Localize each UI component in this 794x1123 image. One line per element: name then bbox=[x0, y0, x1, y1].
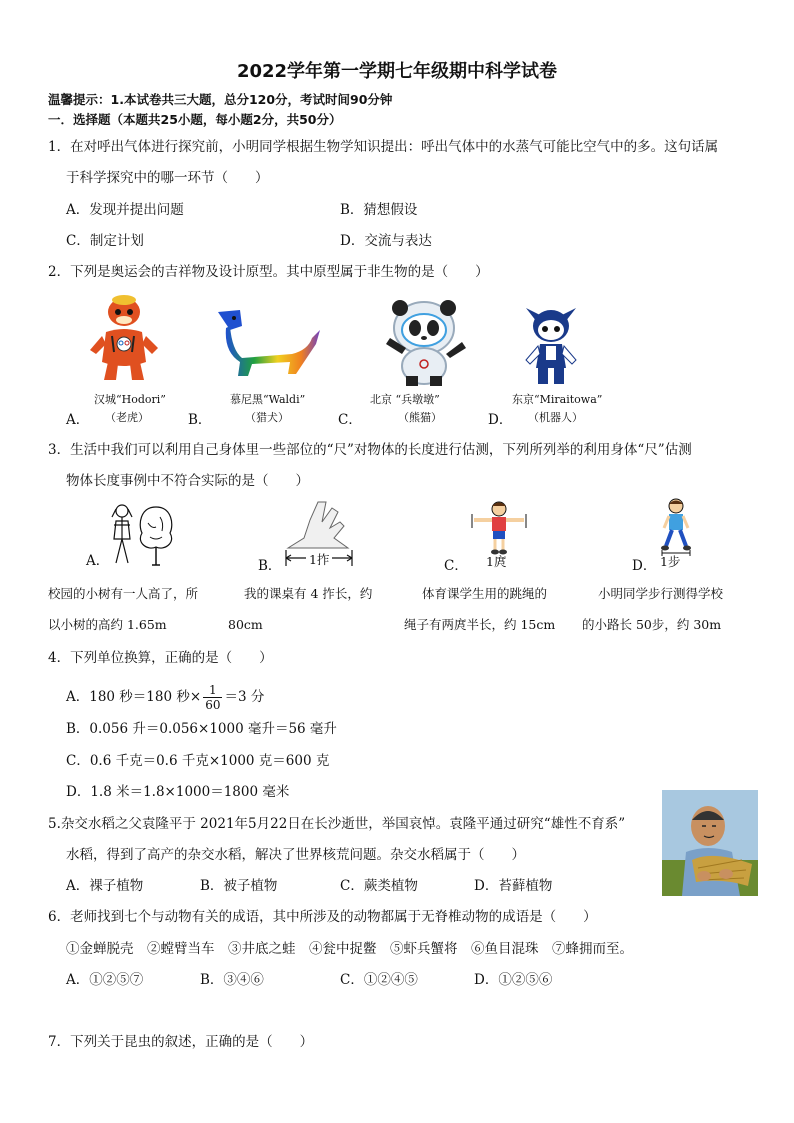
q3-option-d-letter: D． bbox=[632, 558, 657, 574]
q2-b-name: 慕尼黑“Waldi” bbox=[230, 393, 306, 406]
q5-option-a: A．裸子植物 bbox=[66, 878, 144, 894]
q3-b-text-line1: 我的课桌有 4 拃长，约 bbox=[244, 586, 373, 601]
q4-a-denominator: 60 bbox=[205, 698, 221, 712]
q3-b-text-line2: 80cm bbox=[228, 617, 263, 632]
q6-option-d: D．①②⑤⑥ bbox=[474, 972, 553, 988]
q7-stem: 7．下列关于昆虫的叙述，正确的是（ ） bbox=[48, 1034, 314, 1050]
q5-stem-line1: 5.杂交水稻之父袁隆平于 2021年5月22日在长沙逝世，举国哀悼。袁隆平通过研究“雄性不育系” bbox=[48, 816, 626, 832]
exam-title: 2022学年第一学期七年级期中科学试卷 bbox=[236, 61, 558, 82]
section-heading: 一．选择题（本题共25小题，每小题2分，共50分） bbox=[48, 112, 342, 127]
arm-span-image bbox=[470, 500, 528, 556]
dachshund-mascot-image bbox=[212, 308, 324, 380]
q3-option-a-letter: A． bbox=[86, 553, 110, 569]
q6-idioms: ①金蝉脱壳 ②螳臂当车 ③井底之蛙 ④瓮中捉鳖 ⑤虾兵蟹将 ⑥鱼目混珠 ⑦蜂拥而至。 bbox=[66, 941, 633, 957]
q1-stem-line1: 1．在对呼出气体进行探究前，小明同学根据生物学知识提出：呼出气体中的水蒸气可能比空气中的多。这句话属 bbox=[48, 139, 719, 155]
q3-a-text-line1: 校园的小树有一人高了，所 bbox=[48, 586, 199, 601]
q6-stem: 6．老师找到七个与动物有关的成语，其中所涉及的动物都属于无脊椎动物的成语是（ ） bbox=[48, 909, 597, 925]
q2-option-a-letter: A． bbox=[66, 412, 90, 428]
q3-d-text-line1: 小明同学步行测得学校 bbox=[598, 586, 724, 601]
q2-stem: 2．下列是奥运会的吉祥物及设计原型。其中原型属于非生物的是（ ） bbox=[48, 264, 489, 280]
q2-d-type: （机器人） bbox=[528, 411, 583, 424]
q4-a-numerator: 1 bbox=[203, 683, 222, 698]
q4-option-a bbox=[66, 682, 264, 712]
walking-step-image bbox=[658, 498, 694, 556]
q1-option-b: B．猜想假设 bbox=[340, 202, 418, 218]
q1-option-a: A．发现并提出问题 bbox=[66, 202, 184, 218]
q3-option-c-letter: C． bbox=[444, 558, 468, 574]
q3-stem-line1: 3．生活中我们可以利用自己身体里一些部位的“尺”对物体的长度进行估测，下列所列举的利用身体“尺”估测 bbox=[48, 442, 692, 458]
q3-c-unit-label: 1庹 bbox=[486, 554, 507, 569]
q3-option-b-letter: B． bbox=[258, 558, 282, 574]
person-and-tree-image bbox=[108, 503, 176, 567]
q1-stem-line2: 于科学探究中的哪一环节（ ） bbox=[66, 170, 269, 186]
q2-d-name: 东京“Miraitowa” bbox=[512, 393, 603, 406]
q6-option-b: B．③④⑥ bbox=[200, 972, 264, 988]
q3-c-text-line1: 体育课学生用的跳绳的 bbox=[422, 586, 548, 601]
q4-a-suffix: ＝3 分 bbox=[224, 689, 265, 705]
q4-a-fraction bbox=[203, 683, 222, 712]
yuan-longping-photo bbox=[662, 790, 758, 896]
q2-a-name: 汉城“Hodori” bbox=[94, 393, 166, 406]
q5-stem-line2: 水稻，得到了高产的杂交水稻，解决了世界核荒问题。杂交水稻属于（ ） bbox=[66, 847, 525, 863]
q5-option-b: B．被子植物 bbox=[200, 878, 278, 894]
q4-option-d: D．1.8 米＝1.8×1000＝1800 毫米 bbox=[66, 784, 290, 800]
tiger-mascot-image bbox=[84, 292, 164, 384]
q4-option-c: C．0.6 千克＝0.6 千克×1000 克＝600 克 bbox=[66, 753, 330, 769]
q2-option-b-letter: B． bbox=[188, 412, 212, 428]
q2-a-type: （老虎） bbox=[105, 411, 149, 424]
robot-mascot-image bbox=[522, 302, 580, 388]
q4-a-prefix: A．180 秒＝180 秒× bbox=[66, 689, 202, 705]
q4-stem: 4．下列单位换算，正确的是（ ） bbox=[48, 650, 273, 666]
q2-c-type: （熊猫） bbox=[398, 411, 442, 424]
tip-line: 温馨提示：1.本试卷共三大题，总分120分，考试时间90分钟 bbox=[48, 92, 393, 107]
q1-option-d: D．交流与表达 bbox=[340, 233, 432, 249]
q3-a-text-line2: 以小树的高约 1.65m bbox=[48, 617, 167, 632]
q3-d-unit-label: 1步 bbox=[660, 554, 681, 569]
q5-option-d: D．苔藓植物 bbox=[474, 878, 553, 894]
q6-option-a: A．①②⑤⑦ bbox=[66, 972, 144, 988]
q2-b-type: （猎犬） bbox=[245, 411, 289, 424]
q2-option-c-letter: C． bbox=[338, 412, 362, 428]
panda-mascot-image bbox=[376, 298, 472, 386]
q1-option-c: C．制定计划 bbox=[66, 233, 144, 249]
q3-stem-line2: 物体长度事例中不符合实际的是（ ） bbox=[66, 473, 309, 489]
q3-b-unit-label: 1拃 bbox=[309, 552, 330, 567]
q3-d-text-line2: 的小路长 50步，约 30m bbox=[582, 617, 722, 632]
q2-c-name: 北京 “兵墩墩” bbox=[370, 393, 440, 406]
q6-option-c: C．①②④⑤ bbox=[340, 972, 418, 988]
q5-option-c: C．蕨类植物 bbox=[340, 878, 418, 894]
q4-option-b: B．0.056 升＝0.056×1000 毫升＝56 毫升 bbox=[66, 721, 337, 737]
q2-option-d-letter: D． bbox=[488, 412, 513, 428]
q3-c-text-line2: 绳子有两庹半长，约 15cm bbox=[404, 617, 556, 632]
